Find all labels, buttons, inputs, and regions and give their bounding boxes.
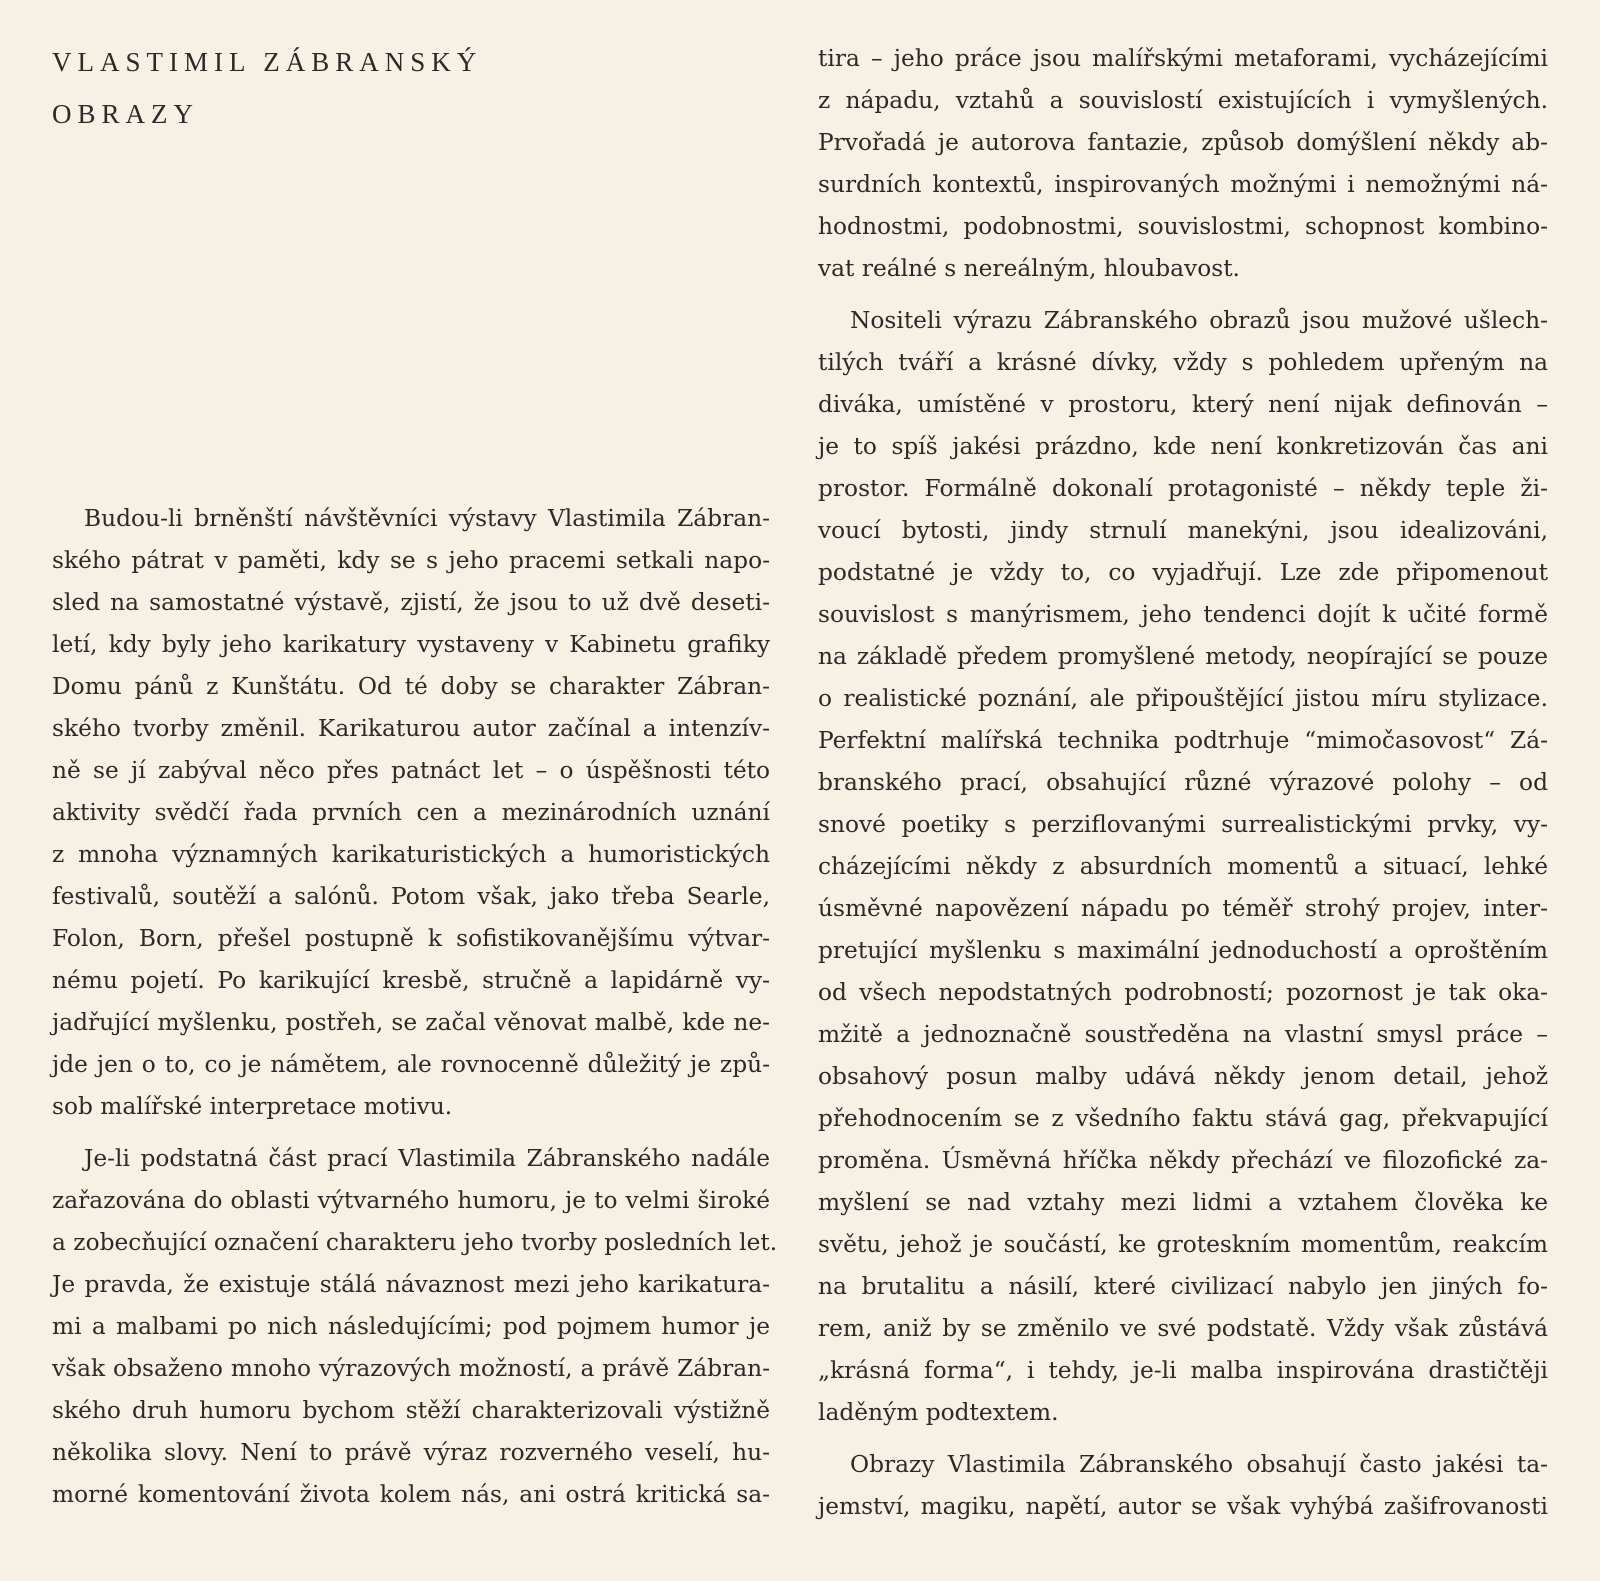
text-line: ského pátrat v paměti, kdy se s jeho pracemi setkali napo-: [52, 547, 770, 574]
paragraph-gap: [818, 290, 1548, 300]
left-column: [52, 498, 778, 1516]
text-line: úsměvné napovězení nápadu po téměř strohý projev, inter-: [818, 895, 1548, 922]
text-line: tira – jeho práce jsou malířskými metaforami, vycházejícími: [818, 45, 1548, 72]
text-line: souvislost s manýrismem, jeho tendenci dojít k učité formě: [818, 601, 1548, 628]
text-line: zařazována do oblasti výtvarného humoru, je to velmi široké: [52, 1187, 770, 1214]
text-line: diváka, umístěné v prostoru, který není nijak definován –: [818, 391, 1548, 418]
text-line: však obsaženo mnoho výrazových možností, a právě Zábran-: [52, 1355, 770, 1382]
paragraph: [818, 38, 1548, 290]
paragraph: [52, 1138, 778, 1516]
right-column: [818, 38, 1548, 1528]
text-line: prostor. Formálně dokonalí protagonisté – někdy teple ži-: [818, 475, 1548, 502]
text-line: sled na samostatné výstavě, zjistí, že jsou to už dvě deseti-: [52, 589, 770, 616]
title-line-author: VLASTIMIL ZÁBRANSKÝ: [52, 47, 483, 77]
text-line: rem, aniž by se změnilo ve své podstatě. Vždy však zůstává: [818, 1315, 1548, 1342]
text-line: obsahový posun malby udává někdy jenom detail, jehož: [818, 1063, 1548, 1090]
text-line: několika slovy. Není to právě výraz rozverného veselí, hu-: [52, 1439, 770, 1466]
text-line: nému pojetí. Po karikující kresbě, stručně a lapidárně vy-: [52, 967, 770, 994]
text-line: tilých tváří a krásné dívky, vždy s pohledem upřeným na: [818, 349, 1548, 376]
text-line: je to spíš jakési prázdno, kde není konkretizován čas ani: [818, 433, 1548, 460]
text-line: Budou-li brněnští návštěvníci výstavy Vlastimila Zábran-: [84, 505, 770, 532]
text-line: z nápadu, vztahů a souvislostí existujících i vymyšlených.: [818, 87, 1548, 114]
text-line: myšlení se nad vztahy mezi lidmi a vztahem člověka ke: [818, 1189, 1548, 1216]
text-line: snové poetiky s perziflovanými surrealistickými prvky, vy-: [818, 811, 1548, 838]
text-line: Domu pánů z Kunštátu. Od té doby se charakter Zábran-: [52, 673, 770, 700]
text-line: letí, kdy byly jeho karikatury vystaveny v Kabinetu grafiky: [52, 631, 770, 658]
text-line: Perfektní malířská technika podtrhuje “mimočasovost“ Zá-: [818, 727, 1548, 754]
paragraph: [52, 498, 770, 1128]
text-line: z mnoha významných karikaturistických a humoristických: [52, 841, 770, 868]
text-line: podstatné je vždy to, co vyjadřují. Lze zde připomenout: [818, 559, 1548, 586]
text-line: aktivity svědčí řada prvních cen a mezinárodních uznání: [52, 799, 770, 826]
text-line: surdních kontextů, inspirovaných možnými i nemožnými ná-: [818, 171, 1548, 198]
text-line: proměna. Úsměvná hříčka někdy přechází ve filozofické za-: [818, 1147, 1548, 1174]
text-line: na základě předem promyšlené metody, neopírající se pouze: [818, 643, 1548, 670]
text-line: cházejícími někdy z absurdních momentů a situací, lehké: [818, 853, 1548, 880]
text-line: ského druh humoru bychom stěží charakterizovali výstižně: [52, 1397, 770, 1424]
title-line-subject: OBRAZY: [52, 99, 200, 129]
text-line: Folon, Born, přešel postupně k sofistikovanějšímu výtvar-: [52, 925, 770, 952]
text-line: jde jen o to, co je námětem, ale rovnocenně důležitý je způ-: [52, 1051, 770, 1078]
text-line: festivalů, soutěží a salónů. Potom však, jako třeba Searle,: [52, 883, 770, 910]
text-line: laděným podtextem.: [818, 1399, 1059, 1426]
text-line: Je pravda, že existuje stálá návaznost mezi jeho karikatura-: [52, 1271, 770, 1298]
text-line: pretující myšlenku s maximální jednoduchostí a oproštěním: [818, 937, 1548, 964]
paragraph-gap: [52, 1128, 770, 1138]
text-line: morné komentování života kolem nás, ani ostrá kritická sa-: [52, 1481, 770, 1508]
text-line: na brutalitu a násilí, které civilizací nabylo jen jiných fo-: [818, 1273, 1548, 1300]
text-line: od všech nepodstatných podrobností; pozornost je tak oka-: [818, 979, 1548, 1006]
text-line: Prvořadá je autorova fantazie, způsob domýšlení někdy ab-: [818, 129, 1548, 156]
text-line: mžitě a jednoznačně soustředěna na vlastní smysl práce –: [818, 1021, 1548, 1048]
paragraph: [818, 300, 1548, 1434]
text-line: jemství, magiku, napětí, autor se však vyhýbá zašifrovanosti: [818, 1493, 1548, 1520]
text-line: „krásná forma“, i tehdy, je-li malba inspirována drastičtěji: [818, 1357, 1548, 1384]
text-line: hodnostmi, podobnostmi, souvislostmi, schopnost kombino-: [818, 213, 1548, 240]
paragraph-gap: [818, 1434, 1548, 1444]
text-line: a zobecňující označení charakteru jeho tvorby posledních let.: [52, 1229, 778, 1256]
text-line: Nositeli výrazu Zábranského obrazů jsou mužové ušlech-: [850, 307, 1548, 334]
text-line: Je-li podstatná část prací Vlastimila Zábranského nadále: [84, 1145, 770, 1172]
text-line: jadřující myšlenku, postřeh, se začal věnovat malbě, kde ne-: [52, 1009, 770, 1036]
page-title: [52, 36, 482, 140]
text-line: o realistické poznání, ale připouštějící jistou míru stylizace.: [818, 685, 1548, 712]
text-line: ského tvorby změnil. Karikaturou autor začínal a intenzív-: [52, 715, 770, 742]
text-line: Obrazy Vlastimila Zábranského obsahují často jakési ta-: [850, 1451, 1548, 1478]
text-line: sob malířské interpretace motivu.: [52, 1093, 453, 1120]
text-line: mi a malbami po nich následujícími; pod pojmem humor je: [52, 1313, 770, 1340]
text-line: světu, jehož je součástí, ke groteskním momentům, reakcím: [818, 1231, 1548, 1258]
text-line: voucí bytosti, jindy strnulí manekýni, jsou idealizováni,: [818, 517, 1548, 544]
text-line: vat reálné s nereálným, hloubavost.: [818, 255, 1240, 282]
text-line: branského prací, obsahující různé výrazové polohy – od: [818, 769, 1548, 796]
paragraph: [818, 1444, 1548, 1528]
text-line: přehodnocením se z všedního faktu stává gag, překvapující: [818, 1105, 1548, 1132]
text-line: ně se jí zabýval něco přes patnáct let – o úspěšnosti této: [52, 757, 770, 784]
